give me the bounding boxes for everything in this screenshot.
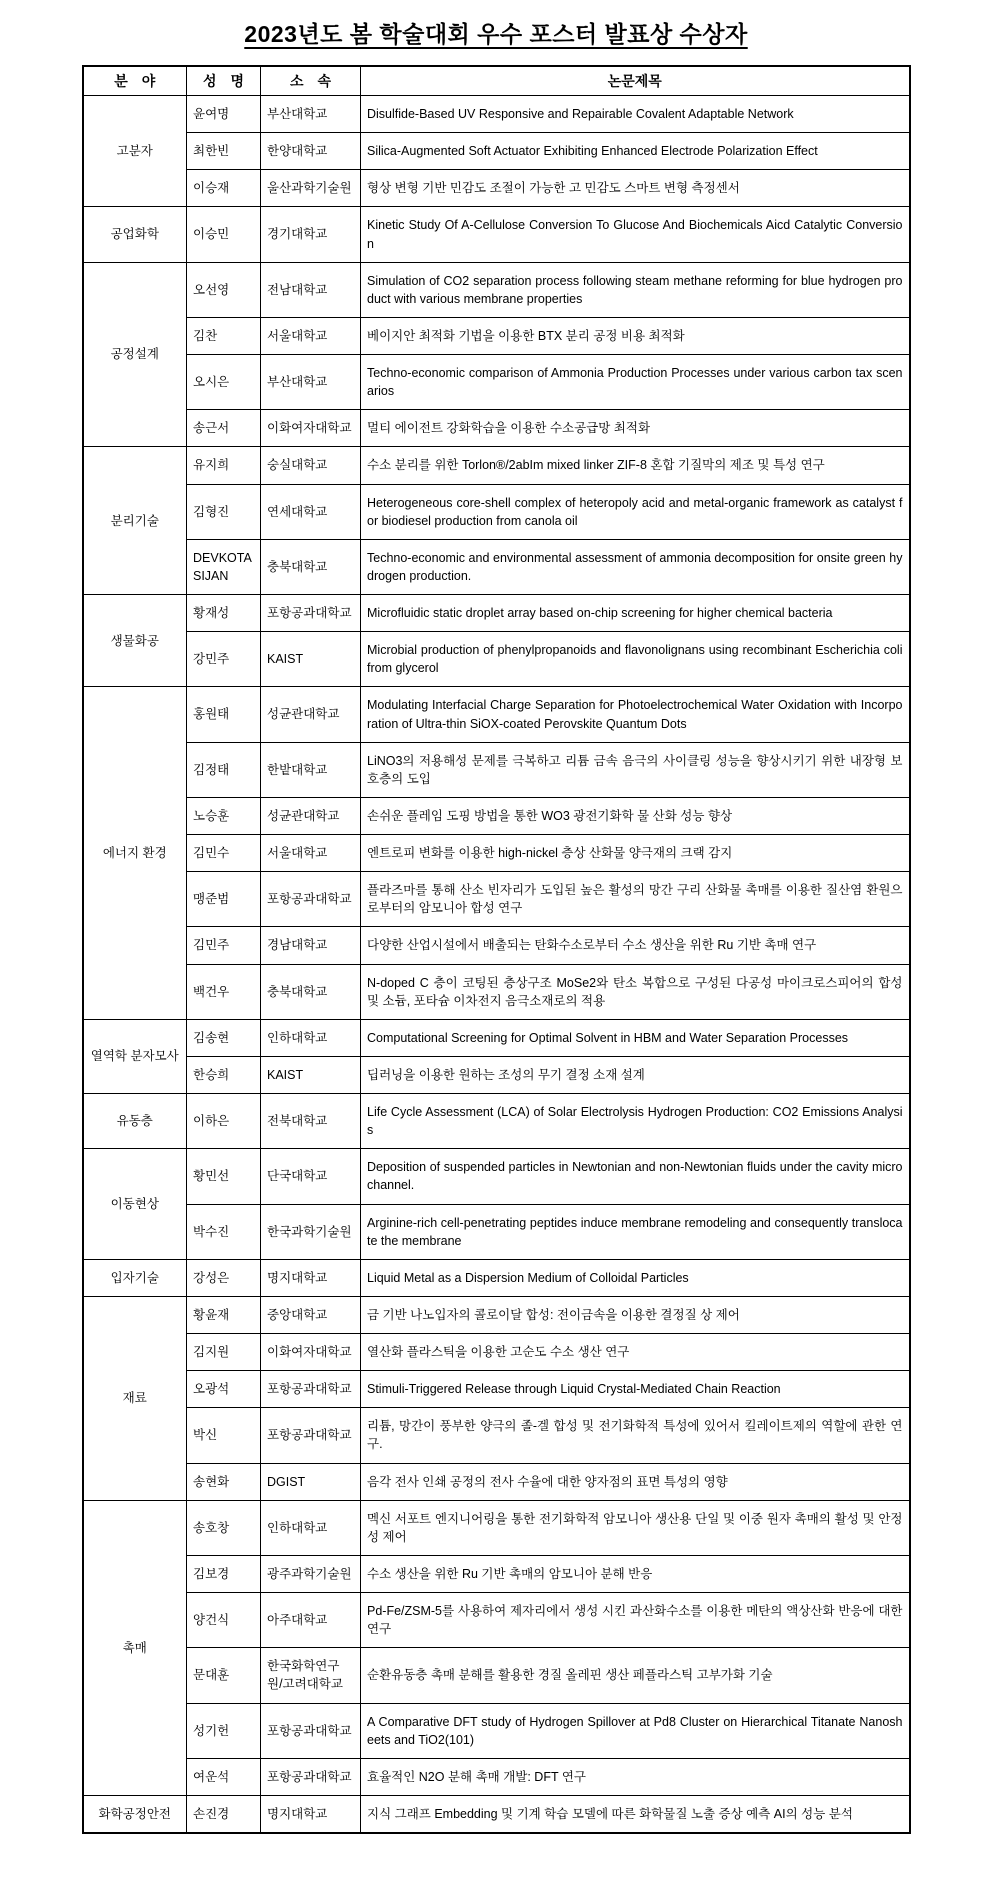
affiliation-cell: 충북대학교 (261, 964, 361, 1019)
name-cell: 김정태 (187, 742, 261, 797)
header-affiliation: 소 속 (261, 66, 361, 96)
table-row (83, 687, 910, 742)
name-cell: 손진경 (187, 1795, 261, 1833)
title-cell: 엔트로피 변화를 이용한 high-nickel 층상 산화물 양극재의 크랙 감지 (361, 835, 910, 872)
affiliation-cell: KAIST (261, 632, 361, 687)
name-cell: 오시은 (187, 355, 261, 410)
title-cell: 효율적인 N2O 분해 촉매 개발: DFT 연구 (361, 1758, 910, 1795)
affiliation-cell: 포항공과대학교 (261, 872, 361, 927)
field-cell: 공업화학 (83, 207, 187, 262)
title-cell: 금 기반 나노입자의 콜로이달 합성: 전이금속을 이용한 결정질 상 제어 (361, 1296, 910, 1333)
name-cell: 오광석 (187, 1371, 261, 1408)
affiliation-cell: 한밭대학교 (261, 742, 361, 797)
name-cell: 김찬 (187, 317, 261, 354)
name-cell: 송현화 (187, 1463, 261, 1500)
name-cell: 김보경 (187, 1555, 261, 1592)
table-row (83, 1593, 910, 1648)
affiliation-cell: 전북대학교 (261, 1094, 361, 1149)
title-cell: 음각 전사 인쇄 공정의 전사 수율에 대한 양자점의 표면 특성의 영향 (361, 1463, 910, 1500)
table-row (83, 632, 910, 687)
name-cell: 유지희 (187, 447, 261, 484)
title-cell: 딥러닝을 이용한 원하는 조성의 무기 결정 소재 설계 (361, 1056, 910, 1093)
table-row (83, 410, 910, 447)
affiliation-cell: 단국대학교 (261, 1149, 361, 1204)
title-cell: Heterogeneous core-shell complex of heteropoly acid and metal-organic framework as catalyst for biodiesel production from canola oil (361, 484, 910, 539)
title-cell: N-doped C 층이 코팅된 층상구조 MoSe2와 탄소 복합으로 구성된 다공성 마이크로스피어의 합성 및 소듐, 포타슘 이차전지 음극소재로의 적용 (361, 964, 910, 1019)
name-cell: 양건식 (187, 1593, 261, 1648)
name-cell: 홍원태 (187, 687, 261, 742)
header-name: 성 명 (187, 66, 261, 96)
name-cell: 여운석 (187, 1758, 261, 1795)
name-cell: 오선영 (187, 262, 261, 317)
name-cell: 김민주 (187, 927, 261, 964)
affiliation-cell: 울산과학기술원 (261, 170, 361, 207)
awards-table-body (83, 96, 910, 1834)
field-cell: 생물화공 (83, 595, 187, 687)
title-cell: Life Cycle Assessment (LCA) of Solar Electrolysis Hydrogen Production: CO2 Emissions Analysis (361, 1094, 910, 1149)
affiliation-cell: 연세대학교 (261, 484, 361, 539)
table-row (83, 1795, 910, 1833)
name-cell: 김형진 (187, 484, 261, 539)
name-cell: 백건우 (187, 964, 261, 1019)
name-cell: 송근서 (187, 410, 261, 447)
table-row (83, 484, 910, 539)
title-cell: 리튬, 망간이 풍부한 양극의 졸-겔 합성 및 전기화학적 특성에 있어서 킬레이트제의 역할에 관한 연구. (361, 1408, 910, 1463)
affiliation-cell: 한국화학연구원/고려대학교 (261, 1648, 361, 1703)
title-cell: Liquid Metal as a Dispersion Medium of Colloidal Particles (361, 1259, 910, 1296)
affiliation-cell: 아주대학교 (261, 1593, 361, 1648)
awards-table (82, 65, 911, 1834)
affiliation-cell: 한양대학교 (261, 133, 361, 170)
header-paper-title: 논문제목 (361, 66, 910, 96)
title-cell: Pd-Fe/ZSM-5를 사용하여 제자리에서 생성 시킨 과산화수소를 이용한 메탄의 액상산화 반응에 대한 연구 (361, 1593, 910, 1648)
table-row (83, 447, 910, 484)
title-cell: 멕신 서포트 엔지니어링을 통한 전기화학적 암모니아 생산용 단일 및 이중 원자 촉매의 활성 및 안정성 제어 (361, 1500, 910, 1555)
table-row (83, 872, 910, 927)
table-row (83, 797, 910, 834)
affiliation-cell: 성균관대학교 (261, 797, 361, 834)
page-title-text: 2023년도 봄 학술대회 우수 포스터 발표상 수상자 (244, 21, 748, 47)
affiliation-cell: 포항공과대학교 (261, 595, 361, 632)
title-cell: 손쉬운 플레임 도핑 방법을 통한 WO3 광전기화학 물 산화 성능 향상 (361, 797, 910, 834)
title-cell: 다양한 산업시설에서 배출되는 탄화수소로부터 수소 생산을 위한 Ru 기반 촉매 연구 (361, 927, 910, 964)
affiliation-cell: 부산대학교 (261, 355, 361, 410)
affiliation-cell: 경기대학교 (261, 207, 361, 262)
table-row (83, 835, 910, 872)
affiliation-cell: 인하대학교 (261, 1500, 361, 1555)
name-cell: 이하은 (187, 1094, 261, 1149)
name-cell: 이승재 (187, 170, 261, 207)
title-cell: 플라즈마를 통해 산소 빈자리가 도입된 높은 활성의 망간 구리 산화물 촉매를 이용한 질산염 환원으로부터의 암모니아 합성 연구 (361, 872, 910, 927)
name-cell: 김지원 (187, 1334, 261, 1371)
field-cell: 고분자 (83, 96, 187, 207)
title-cell: 수소 분리를 위한 Torlon®/2abIm mixed linker ZIF-8 혼합 기질막의 제조 및 특성 연구 (361, 447, 910, 484)
table-row (83, 1056, 910, 1093)
affiliation-cell: 경남대학교 (261, 927, 361, 964)
name-cell: 한승희 (187, 1056, 261, 1093)
title-cell: LiNO3의 저용해성 문제를 극복하고 리튬 금속 음극의 사이클링 성능을 향상시키기 위한 내장형 보호층의 도입 (361, 742, 910, 797)
table-row (83, 1204, 910, 1259)
title-cell: Deposition of suspended particles in Newtonian and non-Newtonian fluids under the cavity microchannel. (361, 1149, 910, 1204)
field-cell: 열역학 분자모사 (83, 1019, 187, 1093)
affiliation-cell: 성균관대학교 (261, 687, 361, 742)
title-cell: Stimuli-Triggered Release through Liquid Crystal-Mediated Chain Reaction (361, 1371, 910, 1408)
affiliation-cell: 포항공과대학교 (261, 1371, 361, 1408)
field-cell: 유동층 (83, 1094, 187, 1149)
field-cell: 에너지 환경 (83, 687, 187, 1019)
title-cell: 멀티 에이전트 강화학습을 이용한 수소공급망 최적화 (361, 410, 910, 447)
table-row (83, 317, 910, 354)
table-row (83, 96, 910, 133)
table-row (83, 355, 910, 410)
table-row (83, 262, 910, 317)
field-cell: 재료 (83, 1296, 187, 1500)
table-row (83, 133, 910, 170)
name-cell: 박수진 (187, 1204, 261, 1259)
table-row (83, 207, 910, 262)
name-cell: 황윤재 (187, 1296, 261, 1333)
table-row (83, 170, 910, 207)
table-row (83, 1334, 910, 1371)
title-cell: Kinetic Study Of A-Cellulose Conversion To Glucose And Biochemicals Aicd Catalytic Conversion (361, 207, 910, 262)
name-cell: 맹준범 (187, 872, 261, 927)
name-cell: 김민수 (187, 835, 261, 872)
field-cell: 촉매 (83, 1500, 187, 1795)
table-row (83, 1408, 910, 1463)
table-row (83, 1094, 910, 1149)
title-cell: Computational Screening for Optimal Solvent in HBM and Water Separation Processes (361, 1019, 910, 1056)
table-row (83, 1703, 910, 1758)
table-row (83, 1149, 910, 1204)
name-cell: 황재성 (187, 595, 261, 632)
table-row (83, 1259, 910, 1296)
page-title (0, 16, 992, 49)
affiliation-cell: 중앙대학교 (261, 1296, 361, 1333)
affiliation-cell: 명지대학교 (261, 1259, 361, 1296)
affiliation-cell: 명지대학교 (261, 1795, 361, 1833)
table-row (83, 927, 910, 964)
title-cell: Silica-Augmented Soft Actuator Exhibiting Enhanced Electrode Polarization Effect (361, 133, 910, 170)
field-cell: 화학공정안전 (83, 1795, 187, 1833)
affiliation-cell: 충북대학교 (261, 539, 361, 594)
field-cell: 입자기술 (83, 1259, 187, 1296)
affiliation-cell: 이화여자대학교 (261, 1334, 361, 1371)
title-cell: Microbial production of phenylpropanoids and flavonolignans using recombinant Escherichia coli from glycerol (361, 632, 910, 687)
name-cell: 문대훈 (187, 1648, 261, 1703)
title-cell: 베이지안 최적화 기법을 이용한 BTX 분리 공정 비용 최적화 (361, 317, 910, 354)
affiliation-cell: 포항공과대학교 (261, 1703, 361, 1758)
name-cell: 강성은 (187, 1259, 261, 1296)
table-row (83, 742, 910, 797)
title-cell: Techno-economic comparison of Ammonia Production Processes under various carbon tax scenarios (361, 355, 910, 410)
table-row (83, 1758, 910, 1795)
title-cell: Simulation of CO2 separation process following steam methane reforming for blue hydrogen product with various membrane properties (361, 262, 910, 317)
title-cell: A Comparative DFT study of Hydrogen Spillover at Pd8 Cluster on Hierarchical Titanate Nanosheets and TiO2(101) (361, 1703, 910, 1758)
table-row (83, 1648, 910, 1703)
title-cell: Microfluidic static droplet array based on-chip screening for higher chemical bacteria (361, 595, 910, 632)
table-row (83, 964, 910, 1019)
affiliation-cell: KAIST (261, 1056, 361, 1093)
table-row (83, 1296, 910, 1333)
title-cell: 열산화 플라스틱을 이용한 고순도 수소 생산 연구 (361, 1334, 910, 1371)
affiliation-cell: DGIST (261, 1463, 361, 1500)
table-row (83, 1555, 910, 1592)
affiliation-cell: 전남대학교 (261, 262, 361, 317)
affiliation-cell: 인하대학교 (261, 1019, 361, 1056)
affiliation-cell: 서울대학교 (261, 835, 361, 872)
table-row (83, 595, 910, 632)
header-row (83, 66, 910, 96)
header-field: 분 야 (83, 66, 187, 96)
title-cell: 순환유동층 촉매 분해를 활용한 경질 올레핀 생산 페플라스틱 고부가화 기술 (361, 1648, 910, 1703)
title-cell: 수소 생산을 위한 Ru 기반 촉매의 암모니아 분해 반응 (361, 1555, 910, 1592)
title-cell: Techno-economic and environmental assessment of ammonia decomposition for onsite green hydrogen production. (361, 539, 910, 594)
affiliation-cell: 서울대학교 (261, 317, 361, 354)
title-cell: Arginine-rich cell-penetrating peptides induce membrane remodeling and consequently translocate the membrane (361, 1204, 910, 1259)
affiliation-cell: 광주과학기술원 (261, 1555, 361, 1592)
name-cell: 송호창 (187, 1500, 261, 1555)
name-cell: 박신 (187, 1408, 261, 1463)
table-row (83, 1500, 910, 1555)
title-cell: Modulating Interfacial Charge Separation for Photoelectrochemical Water Oxidation with Incorporation of Ultra-thin SiOX-coated Perovskite Quantum Dots (361, 687, 910, 742)
table-row (83, 1463, 910, 1500)
name-cell: 최한빈 (187, 133, 261, 170)
title-cell: 형상 변형 기반 민감도 조절이 가능한 고 민감도 스마트 변형 측정센서 (361, 170, 910, 207)
table-row (83, 1371, 910, 1408)
name-cell: DEVKOTA SIJAN (187, 539, 261, 594)
field-cell: 분리기술 (83, 447, 187, 595)
name-cell: 노승훈 (187, 797, 261, 834)
name-cell: 성기헌 (187, 1703, 261, 1758)
name-cell: 강민주 (187, 632, 261, 687)
title-cell: Disulfide-Based UV Responsive and Repairable Covalent Adaptable Network (361, 96, 910, 133)
affiliation-cell: 포항공과대학교 (261, 1758, 361, 1795)
name-cell: 김송현 (187, 1019, 261, 1056)
affiliation-cell: 이화여자대학교 (261, 410, 361, 447)
table-row (83, 539, 910, 594)
title-cell: 지식 그래프 Embedding 및 기계 학습 모델에 따른 화학물질 노출 증상 예측 AI의 성능 분석 (361, 1795, 910, 1833)
affiliation-cell: 한국과학기술원 (261, 1204, 361, 1259)
name-cell: 윤여명 (187, 96, 261, 133)
affiliation-cell: 숭실대학교 (261, 447, 361, 484)
awards-table-header (83, 66, 910, 96)
table-row (83, 1019, 910, 1056)
field-cell: 공정설계 (83, 262, 187, 447)
field-cell: 이동현상 (83, 1149, 187, 1260)
affiliation-cell: 포항공과대학교 (261, 1408, 361, 1463)
name-cell: 이승민 (187, 207, 261, 262)
name-cell: 황민선 (187, 1149, 261, 1204)
affiliation-cell: 부산대학교 (261, 96, 361, 133)
